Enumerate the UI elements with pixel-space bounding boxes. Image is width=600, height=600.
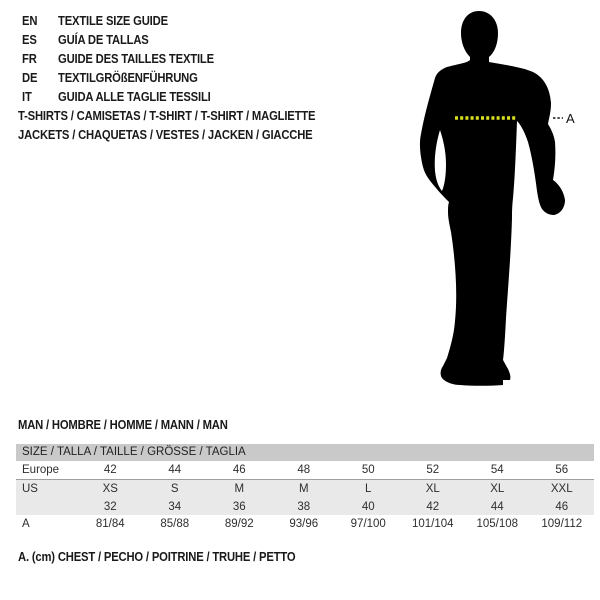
table-cell: 93/96: [289, 518, 319, 530]
table-row-chest-a: [16, 515, 594, 533]
language-code: ES: [22, 33, 37, 47]
measurement-footnote: A. (cm) CHEST / PECHO / POITRINE / TRUHE / PETTO: [18, 550, 296, 564]
table-cell: XL: [425, 483, 440, 495]
category-line-jackets: JACKETS / CHAQUETAS / VESTES / JACKEN / GIACCHE: [18, 128, 313, 142]
table-row-numeric: [16, 498, 594, 515]
table-cell: 89/92: [224, 518, 254, 530]
table-cell: 85/88: [160, 518, 190, 530]
table-cell: S: [170, 483, 179, 495]
male-silhouette: [420, 11, 565, 386]
table-cell: 56: [555, 464, 569, 476]
table-cell: XS: [102, 483, 118, 495]
language-row-it: [22, 88, 214, 107]
table-cell: 38: [297, 500, 311, 513]
language-code: IT: [22, 90, 32, 104]
language-code: DE: [22, 71, 38, 85]
table-cell: XL: [490, 483, 505, 495]
language-row-en: [22, 12, 214, 31]
language-label: GUÍA DE TALLAS: [58, 33, 149, 47]
language-label: TEXTILE SIZE GUIDE: [58, 14, 168, 28]
table-cell: 97/100: [350, 518, 386, 530]
table-cell: 44: [168, 464, 182, 476]
table-cell: 48: [297, 464, 311, 476]
table-cell: M: [234, 483, 245, 495]
category-line-tshirts: T-SHIRTS / CAMISETAS / T-SHIRT / T-SHIRT / MAGLIETTE: [18, 109, 316, 123]
language-label: GUIDA ALLE TAGLIE TESSILI: [58, 90, 211, 104]
table-cell: 101/104: [411, 518, 454, 530]
table-cell: 50: [361, 464, 375, 476]
table-cell: 42: [426, 500, 440, 513]
table-cell: 54: [490, 464, 504, 476]
table-cell: XXL: [550, 483, 573, 495]
table-cell: 46: [232, 464, 246, 476]
row-label: US: [22, 483, 38, 495]
language-guide-list: [22, 12, 214, 107]
language-row-es: [22, 31, 214, 50]
table-row-europe: [16, 461, 594, 480]
table-cell: 46: [555, 500, 569, 513]
table-cell: 34: [168, 500, 182, 513]
male-silhouette-figure: [415, 8, 580, 398]
table-cell: L: [365, 483, 372, 495]
table-cell: 42: [103, 464, 117, 476]
table-cell: 32: [103, 500, 117, 513]
measurement-label-a: A: [566, 111, 575, 126]
silhouette-svg: [415, 8, 580, 398]
table-cell: 40: [361, 500, 375, 513]
table-cell: 109/112: [541, 518, 583, 530]
row-label: A: [22, 518, 30, 530]
category-lines: [18, 107, 315, 145]
language-row-fr: [22, 50, 214, 69]
table-cell: 81/84: [95, 518, 125, 530]
table-cell: 44: [490, 500, 504, 513]
table-cell: 36: [232, 500, 246, 513]
language-label: GUIDE DES TAILLES TEXTILE: [58, 52, 214, 66]
row-label: Europe: [22, 464, 60, 476]
size-table-header: SIZE / TALLA / TAILLE / GRÖSSE / TAGLIA: [16, 444, 594, 461]
section-title-man: MAN / HOMBRE / HOMME / MANN / MAN: [18, 418, 228, 432]
language-label: TEXTILGRÖßENFÜHRUNG: [58, 71, 198, 85]
table-cell: M: [298, 483, 309, 495]
language-row-de: [22, 69, 214, 88]
table-row-us: [16, 480, 594, 498]
language-code: EN: [22, 14, 38, 28]
table-cell: 105/108: [476, 518, 519, 530]
size-table: [16, 444, 594, 533]
language-code: FR: [22, 52, 37, 66]
table-cell: 52: [426, 464, 440, 476]
